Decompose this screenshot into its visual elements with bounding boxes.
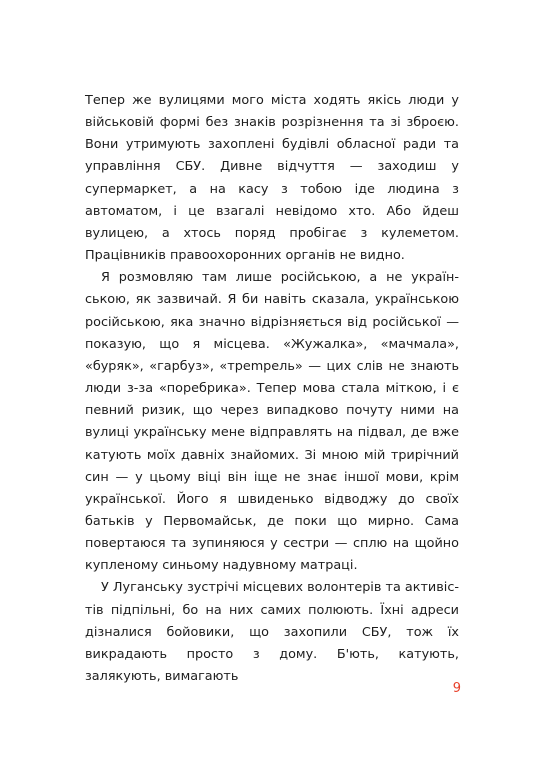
- paragraph-3: У Луганську зустрічі місцевих волонтерів та активістів підпільні, бо на них самих полюють. Їхні адреси дізналися бойовики, що захопили СБУ, тож їх викрадають просто з дому. Б'ють, катують, залякують, вимагають: [85, 580, 459, 685]
- page-number: 9: [452, 681, 461, 696]
- paragraph-1: Тепер же вулицями мого міста ходять якісь люди у військовій формі без знаків розрізнення та зі зброєю. Вони утримують захоплені будівлі обласної ради та управління СБУ. Дивне відчуття — заходиш у супермаркет, а на касу з тобою іде людина з автоматом, і це взагалі невідомо хто. Або йдеш вулицею, а хтось поряд пробігає з кулеметом. Працівників правоохоронних органів не видно.: [85, 93, 459, 264]
- paragraph-2: Я розмовляю там лише російською, а не українською, як зазвичай. Я би навіть сказала, українською російською, яка значно відрізняється від російської — показую, що я місцева. «Жужалка», «мачмала», «буряк», «гарбуз», «трempeль» — цих слів не знають люди з-за «поребрика». Тепер мова стала міткою, і є певний ризик, що через випадково почуту ними на вулиці українську мене відправлять на підвал, де вже катують моїх давніх знайомих. Зі мною мій трирічний син — у цьому віці він іще не знає іншої мови, крім української. Його я швиденько відводжу до своїх батьків у Первомайськ, де поки що мирно. Сама повертаюся та зупиняюся у сестри — сплю на щойно купленому синьому надувному матраці.: [85, 270, 459, 574]
- body-text: [85, 90, 459, 688]
